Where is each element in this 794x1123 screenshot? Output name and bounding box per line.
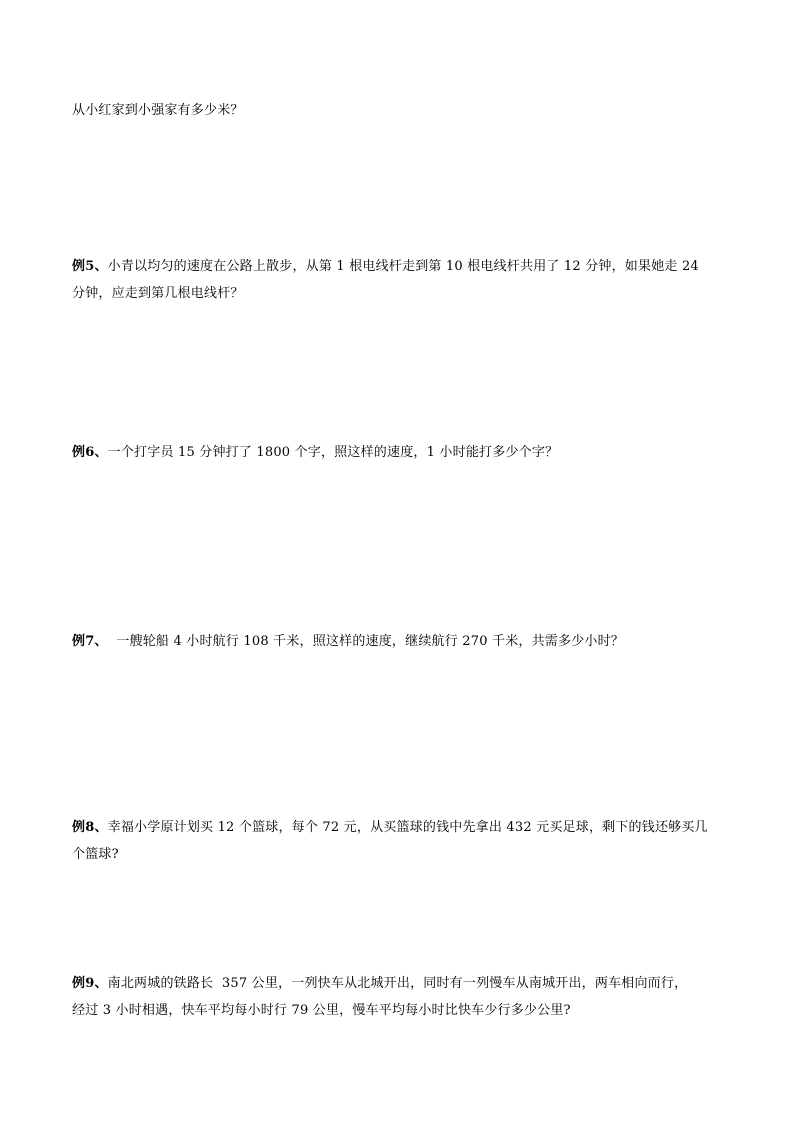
problem-line: 个篮球? [72, 847, 119, 862]
problem-text: 一个打字员 15 分钟打了 1800 个字，照这样的速度，1 小时能打多少个字？ [107, 445, 559, 460]
problem-example-5 [72, 253, 724, 307]
problem-line [72, 253, 724, 280]
problem-text: 一艘轮船 4 小时航行 108 千米，照这样的速度，继续航行 270 千米，共需多少小时？ [107, 634, 625, 649]
problem-line: 经过 3 小时相遇，快车平均每小时行 79 公里，慢车平均每小时比快车少行多少公里? [72, 1003, 571, 1018]
continuation-question [72, 97, 724, 124]
problem-label: 例6、 [72, 445, 108, 460]
problem-label: 例9、 [72, 976, 108, 991]
continuation-text: 从小红家到小强家有多少米？ [72, 103, 244, 118]
problem-label: 例7、 [72, 634, 108, 649]
problem-label: 例5、 [72, 259, 108, 274]
problem-line [72, 439, 724, 466]
problem-example-7 [72, 628, 724, 655]
problem-line: 分钟，应走到第几根电线杆？ [72, 286, 244, 301]
problem-text: 小青以均匀的速度在公路上散步，从第 1 根电线杆走到第 10 根电线杆共用了 12 分钟，如果她走 24 [107, 259, 699, 274]
problem-example-6 [72, 439, 724, 466]
problem-line [72, 970, 724, 997]
problem-text: 南北两城的铁路长 357 公里，一列快车从北城开出，同时有一列慢车从南城开出，两车相向而行， [107, 976, 688, 991]
problem-line [72, 628, 724, 655]
problem-line [72, 814, 724, 841]
problem-label: 例8、 [72, 820, 108, 835]
problem-example-9 [72, 970, 724, 1024]
problem-example-8 [72, 814, 724, 868]
problem-text: 幸福小学原计划买 12 个篮球，每个 72 元，从买篮球的钱中先拿出 432 元买足球，剩下的钱还够买几 [107, 820, 708, 835]
